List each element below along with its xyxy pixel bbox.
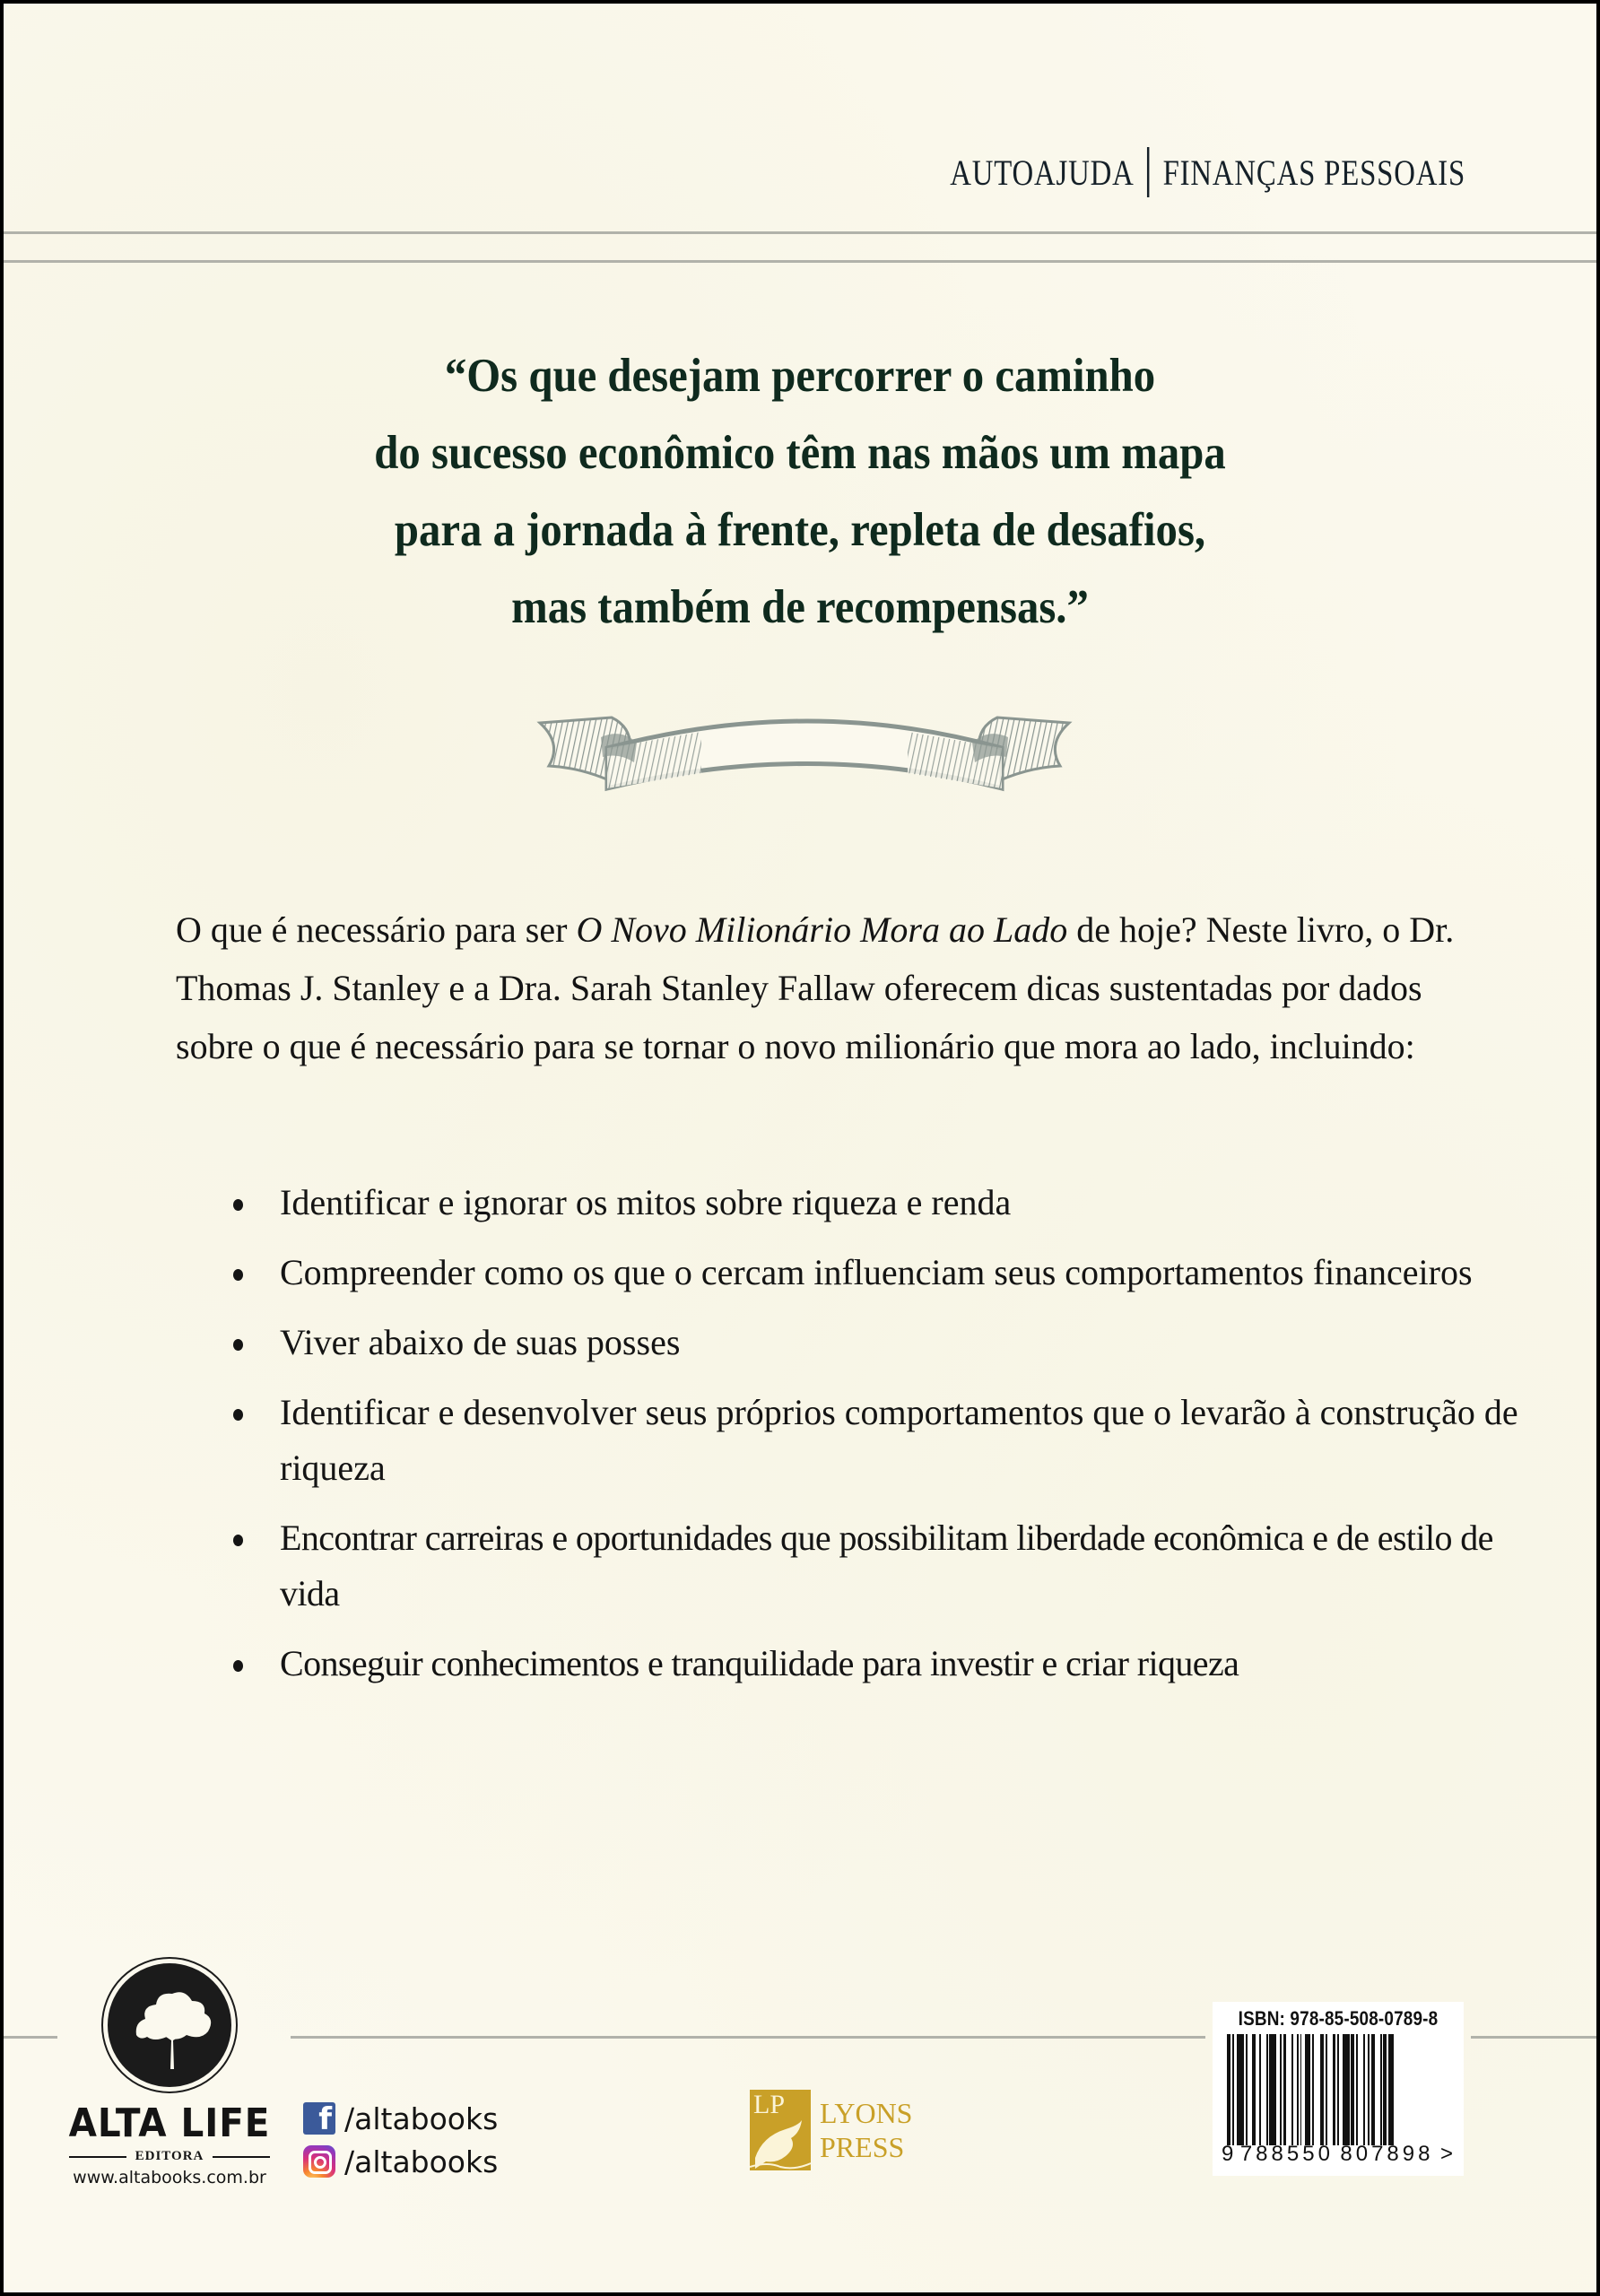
barcode-bars bbox=[1227, 2034, 1455, 2145]
category-self-help: AUTOAJUDA bbox=[950, 152, 1135, 193]
instagram-link[interactable] bbox=[303, 2140, 498, 2183]
barcode-group-1: 788550 bbox=[1239, 2142, 1334, 2166]
category-separator bbox=[1147, 147, 1149, 197]
barcode-first-digit: 9 bbox=[1222, 2142, 1234, 2166]
intro-text-end: de hoje? Neste livro, o Dr. Thomas J. Stanley e a Dra. Sarah Stanley Fallaw oferecem dicas sustentadas por dados sobre o que é necessário para se tornar o novo milionário que mora ao lado, incluindo: bbox=[176, 909, 1455, 1066]
quote-line: do sucesso econômico têm nas mãos um mapa bbox=[374, 427, 1226, 479]
publisher-subtitle-text: EDITORA bbox=[135, 2149, 204, 2163]
barcode-digits bbox=[1222, 2142, 1455, 2167]
list-item-text: Viver abaixo de suas posses bbox=[280, 1322, 681, 1362]
barcode-marker: > bbox=[1439, 2142, 1453, 2166]
facebook-icon: f bbox=[303, 2102, 335, 2135]
list-item-text: Identificar e ignorar os mitos sobre riqueza e renda bbox=[280, 1182, 1012, 1222]
barcode-stripe bbox=[1343, 2034, 1350, 2145]
quote-line: “Os que desejam percorrer o caminho bbox=[444, 350, 1156, 402]
bullet-icon bbox=[233, 1199, 243, 1211]
list-item-text: Encontrar carreiras e oportunidades que possibilitam liberdade econômica e de estilo de vida bbox=[280, 1518, 1493, 1613]
bullet-icon bbox=[233, 1409, 243, 1421]
category-label bbox=[950, 147, 1465, 197]
benefits-list bbox=[230, 1175, 1521, 1706]
tree-icon bbox=[105, 1961, 234, 2090]
imprint-monogram: LP bbox=[753, 2090, 786, 2119]
barcode-stripe bbox=[1237, 2034, 1244, 2145]
list-item-text: Conseguir conhecimentos e tranquilidade para investir e criar riqueza bbox=[280, 1643, 1239, 1683]
bullet-icon bbox=[233, 1660, 243, 1672]
facebook-handle: /altabooks bbox=[344, 2100, 499, 2136]
bottom-rule-right bbox=[1471, 2036, 1596, 2039]
social-links bbox=[303, 2097, 498, 2183]
ribbon-banner-icon bbox=[522, 703, 1087, 793]
list-item bbox=[230, 1245, 1521, 1300]
pull-quote bbox=[4, 337, 1596, 646]
category-personal-finance: FINANÇAS PESSOAIS bbox=[1162, 152, 1465, 193]
list-item bbox=[230, 1636, 1521, 1692]
barcode-stripe bbox=[1314, 2034, 1321, 2145]
bullet-icon bbox=[233, 1535, 243, 1546]
list-item bbox=[230, 1315, 1521, 1370]
bottom-rule-middle bbox=[291, 2036, 1205, 2039]
barcode-stripe bbox=[1269, 2034, 1276, 2145]
bullet-icon bbox=[233, 1339, 243, 1351]
bottom-rule-left bbox=[4, 2036, 57, 2039]
quote-line: mas também de recompensas.” bbox=[511, 581, 1089, 633]
list-item bbox=[230, 1385, 1521, 1496]
barcode-group-2: 807898 bbox=[1340, 2142, 1434, 2166]
publisher-website[interactable]: www.altabooks.com.br bbox=[73, 2168, 266, 2187]
isbn-barcode bbox=[1213, 2002, 1464, 2176]
top-rule-2 bbox=[4, 260, 1596, 263]
quote-line: para a jornada à frente, repleta de desafios, bbox=[394, 504, 1206, 556]
book-title: O Novo Milionário Mora ao Lado bbox=[576, 909, 1068, 950]
list-item bbox=[230, 1510, 1521, 1622]
divider bbox=[69, 2156, 126, 2158]
dolphin-icon bbox=[750, 2090, 811, 2170]
intro-paragraph bbox=[176, 900, 1503, 1075]
divider bbox=[213, 2156, 270, 2158]
bullet-icon bbox=[233, 1269, 243, 1281]
list-item-text: Identificar e desenvolver seus próprios comportamentos que o levarão à construção de riqueza bbox=[280, 1392, 1518, 1488]
imprint-name-line2: PRESS bbox=[820, 2131, 905, 2163]
list-item bbox=[230, 1175, 1521, 1231]
imprint-logo bbox=[750, 2090, 912, 2170]
publisher-logo bbox=[57, 1961, 282, 2187]
publisher-name: ALTA LIFE bbox=[68, 2100, 271, 2146]
imprint-name bbox=[820, 2096, 912, 2164]
list-item-text: Compreender como os que o cercam influenciam seus comportamentos financeiros bbox=[280, 1252, 1473, 1292]
facebook-link[interactable] bbox=[303, 2097, 498, 2140]
imprint-name-line1: LYONS bbox=[820, 2097, 913, 2129]
instagram-handle: /altabooks bbox=[344, 2144, 499, 2179]
intro-text-start: O que é necessário para ser bbox=[176, 909, 577, 950]
instagram-icon bbox=[303, 2145, 335, 2178]
isbn-label: ISBN: 978-85-508-0789-8 bbox=[1238, 2007, 1439, 2030]
book-back-cover bbox=[4, 4, 1596, 2292]
top-rule-1 bbox=[4, 231, 1596, 234]
barcode-stripe bbox=[1394, 2034, 1397, 2145]
publisher-subtitle bbox=[57, 2149, 282, 2164]
